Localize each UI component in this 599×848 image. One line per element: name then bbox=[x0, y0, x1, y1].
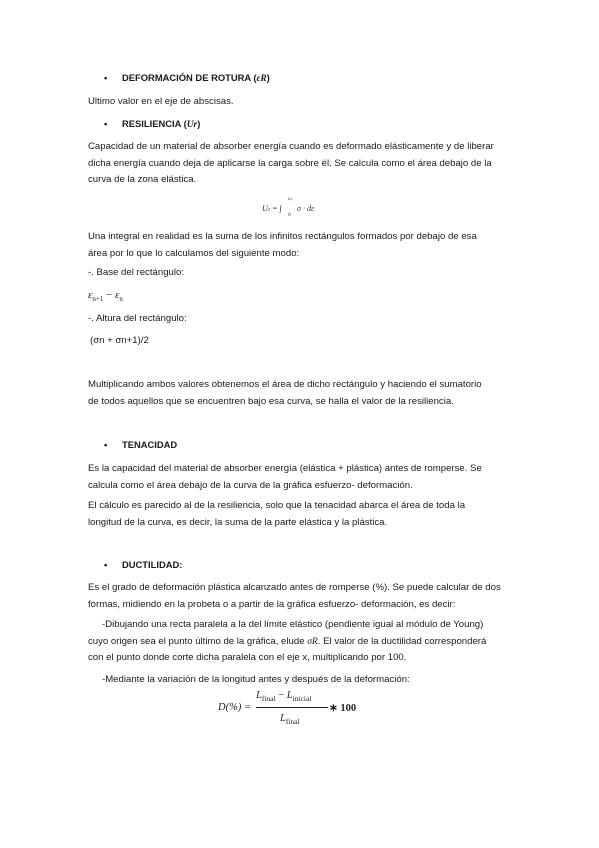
label-base-rectangulo: -. Base del rectángulo: bbox=[88, 267, 184, 278]
paragraph-tenacidad-calculo: El cálculo es parecido al de la resiliencia, solo que la tenacidad abarca el área de toda la longitud de la curva, es decir, la suma de la parte elástica y la plástica. bbox=[88, 500, 466, 528]
paragraph-tenacidad-definicion: Es la capacidad del material de absorber energía (elástica + plástica) antes de romperse. Se calcula como el área debajo de la curva de la gráfica esfuerzo- deformación. bbox=[88, 463, 482, 491]
paragraph-resiliencia-definicion: Capacidad de un material de absorber energía cuando es deformado elásticamente y de liberar dicha energía cuando deja de aplicarse la carga sobre él. Se calcula como el área debajo de la curva de la zona elástica. bbox=[88, 141, 494, 185]
heading-deformacion-rotura: • DEFORMACIÓN DE ROTURA (εR) bbox=[104, 72, 270, 84]
paragraph-resiliencia-integral: Una integral en realidad es la suma de los infinitos rectángulos formados por debajo de esa área por lo que lo calculamos del siguiente modo: bbox=[88, 231, 477, 259]
formula-altura-rectangulo: (σn + σn+1)/2 bbox=[90, 335, 149, 346]
paragraph-ductilidad-metodo-grafica: -Dibujando una recta paralela a la del límite elástico (pendiente igual al módulo de Young) cuyo origen sea el punto último de la gráfica, elude σR. El valor de la ductilidad corresponderá con el punto donde corte dicha paralela con el eje x, multiplicando por 100. bbox=[88, 619, 487, 663]
heading-tenacidad: • TENACIDAD bbox=[104, 439, 178, 450]
bullet-icon: • bbox=[104, 118, 108, 129]
label-altura-rectangulo: -. Altura del rectángulo: bbox=[88, 313, 187, 324]
bullet-icon: • bbox=[104, 559, 108, 570]
formula-resiliencia-integral: Uₜ = ∫ εₚ 0 σ · dε bbox=[262, 196, 315, 218]
heading-resiliencia: • RESILIENCIA (Ur) bbox=[104, 118, 201, 130]
paragraph-resiliencia-sumatorio: Multiplicando ambos valores obtenemos el área de dicho rectángulo y haciendo el sumatorio de todos aquellos que se encuentren bajo esa curva, se halla el valor de la resiliencia. bbox=[88, 379, 482, 407]
formula-numerator: $L_{final} - L_{inicial}$ bbox=[256, 690, 312, 704]
formula-denominator: $L_{final}$ bbox=[280, 713, 300, 727]
heading-ductilidad: • DUCTILIDAD: bbox=[104, 559, 183, 570]
paragraph-ductilidad-definicion: Es el grado de deformación plástica alcanzado antes de romperse (%). Se puede calcular de dos formas, midiendo en la probeta o a partir de la gráfica esfuerzo- deformación, es decir: bbox=[88, 582, 501, 610]
bullet-icon: • bbox=[104, 72, 108, 83]
formula-base-rectangulo: $\varepsilon_{n+1} - \varepsilon_n$ bbox=[88, 289, 123, 304]
paragraph-ductilidad-metodo-longitud: -Mediante la variación de la longitud antes y después de la deformación: bbox=[102, 674, 410, 685]
bullet-icon: • bbox=[104, 439, 108, 450]
formula-ductilidad: D(%) = $L_{final} - L_{inicial}$ $L_{final}$ ∗ 100 bbox=[218, 690, 357, 727]
fraction-bar bbox=[256, 707, 328, 708]
paragraph-rotura: Ultimo valor en el eje de abscisas. bbox=[88, 96, 234, 107]
